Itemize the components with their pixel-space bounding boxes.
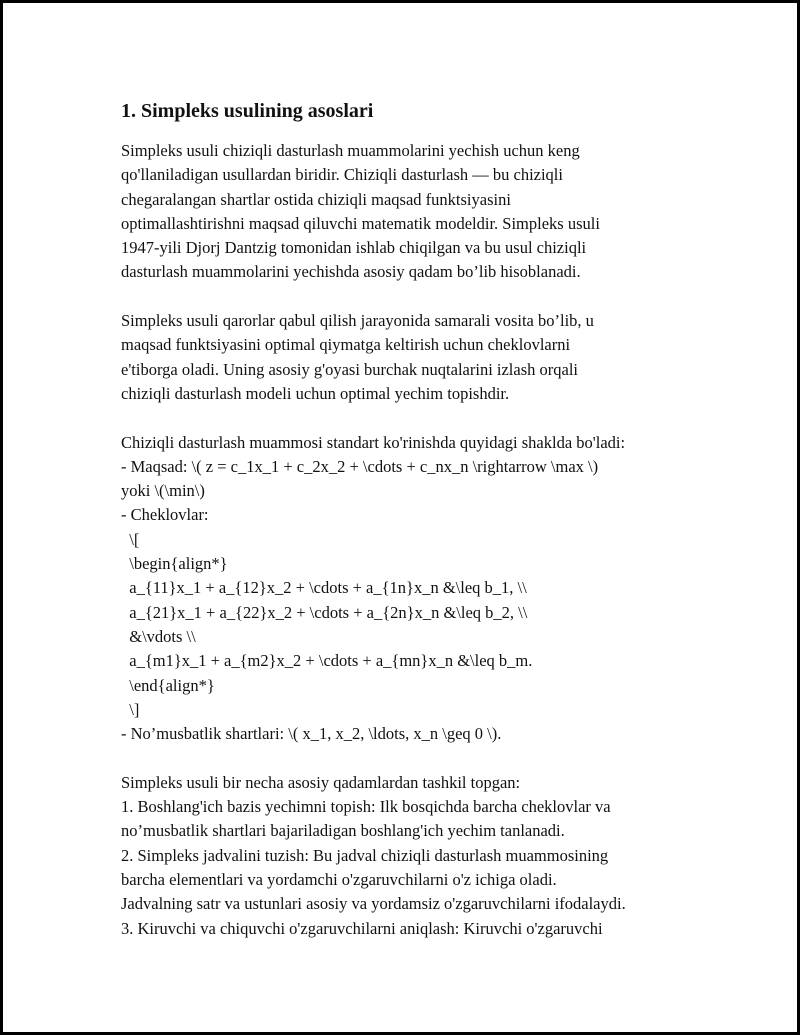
paragraph-intro: Simpleks usuli chiziqli dasturlash muammolarini yechish uchun keng qo'llaniladigan usullardan biridir. Chiziqli dasturlash — bu chiziqli chegaralangan shartlar ostida chiziqli maqsad funktsiyasini optimallashtirishni maqsad qiluvchi matematik modeldir. Simpleks usuli 1947-yili Djorj Dantzig tomonidan ishlab chiqilgan va bu usul chiziqli dasturlash muammolarini yechishda asosiy qadam bo’lib hisoblanadi. <box>121 141 600 282</box>
paragraph-standard-form: Chiziqli dasturlash muammosi standart ko'rinishda quyidagi shaklda bo'ladi: - Maqsad: \( z = c_1x_1 + c_2x_2 + \cdots + c_nx_n \rightarrow \max \) yoki \(\min\) - Cheklovlar: \[ \begin{align*} a_{11}x_1 + a_{12}x_2 + \cdots + a_{1n}x_n &\leq b_1, \\ a_{21}x_1 + a_{22}x_2 + \cdots + a_{2n}x_n &\leq b_2, \\ &\vdots \\ a_{m1}x_1 + a_{m2}x_2 + \cdots + a_{mn}x_n &\leq b_m. \end{align*} \] - No’musbatlik shartlari: \( x_1, x_2, \ldots, x_n \geq 0 \). <box>121 432 626 744</box>
paragraph-gap <box>121 406 721 430</box>
paragraph-purpose: Simpleks usuli qarorlar qabul qilish jarayonida samarali vosita bo’lib, u maqsad funktsiyasini optimal qiymatga keltirish uchun cheklovlarni e'tiborga oladi. Uning asosiy g'oyasi burchak nuqtalarini izlash orqali chiziqli dasturlash modeli uchun optimal yechim topishdir. <box>121 311 594 403</box>
paragraph-gap <box>121 285 721 309</box>
document-body <box>121 98 721 941</box>
section-heading: 1. Simpleks usulining asoslari <box>121 100 374 122</box>
paragraph-steps: Simpleks usuli bir necha asosiy qadamlardan tashkil topgan: 1. Boshlang'ich bazis yechimni topish: Ilk bosqichda barcha cheklovlar va no’musbatlik shartlari bajariladigan boshlang'ich yechim tanlanadi. 2. Simpleks jadvalini tuzish: Bu jadval chiziqli dasturlash muammosining barcha elementlari va yordamchi o'zgaruvchilarni o'z ichiga oladi. Jadvalning satr va ustunlari asosiy va yordamsiz o'zgaruvchilarni ifodalaydi. 3. Kiruvchi va chiquvchi o'zgaruvchilarni aniqlash: Kiruvchi o'zgaruvchi <box>121 772 626 938</box>
paragraph-gap <box>121 746 721 770</box>
